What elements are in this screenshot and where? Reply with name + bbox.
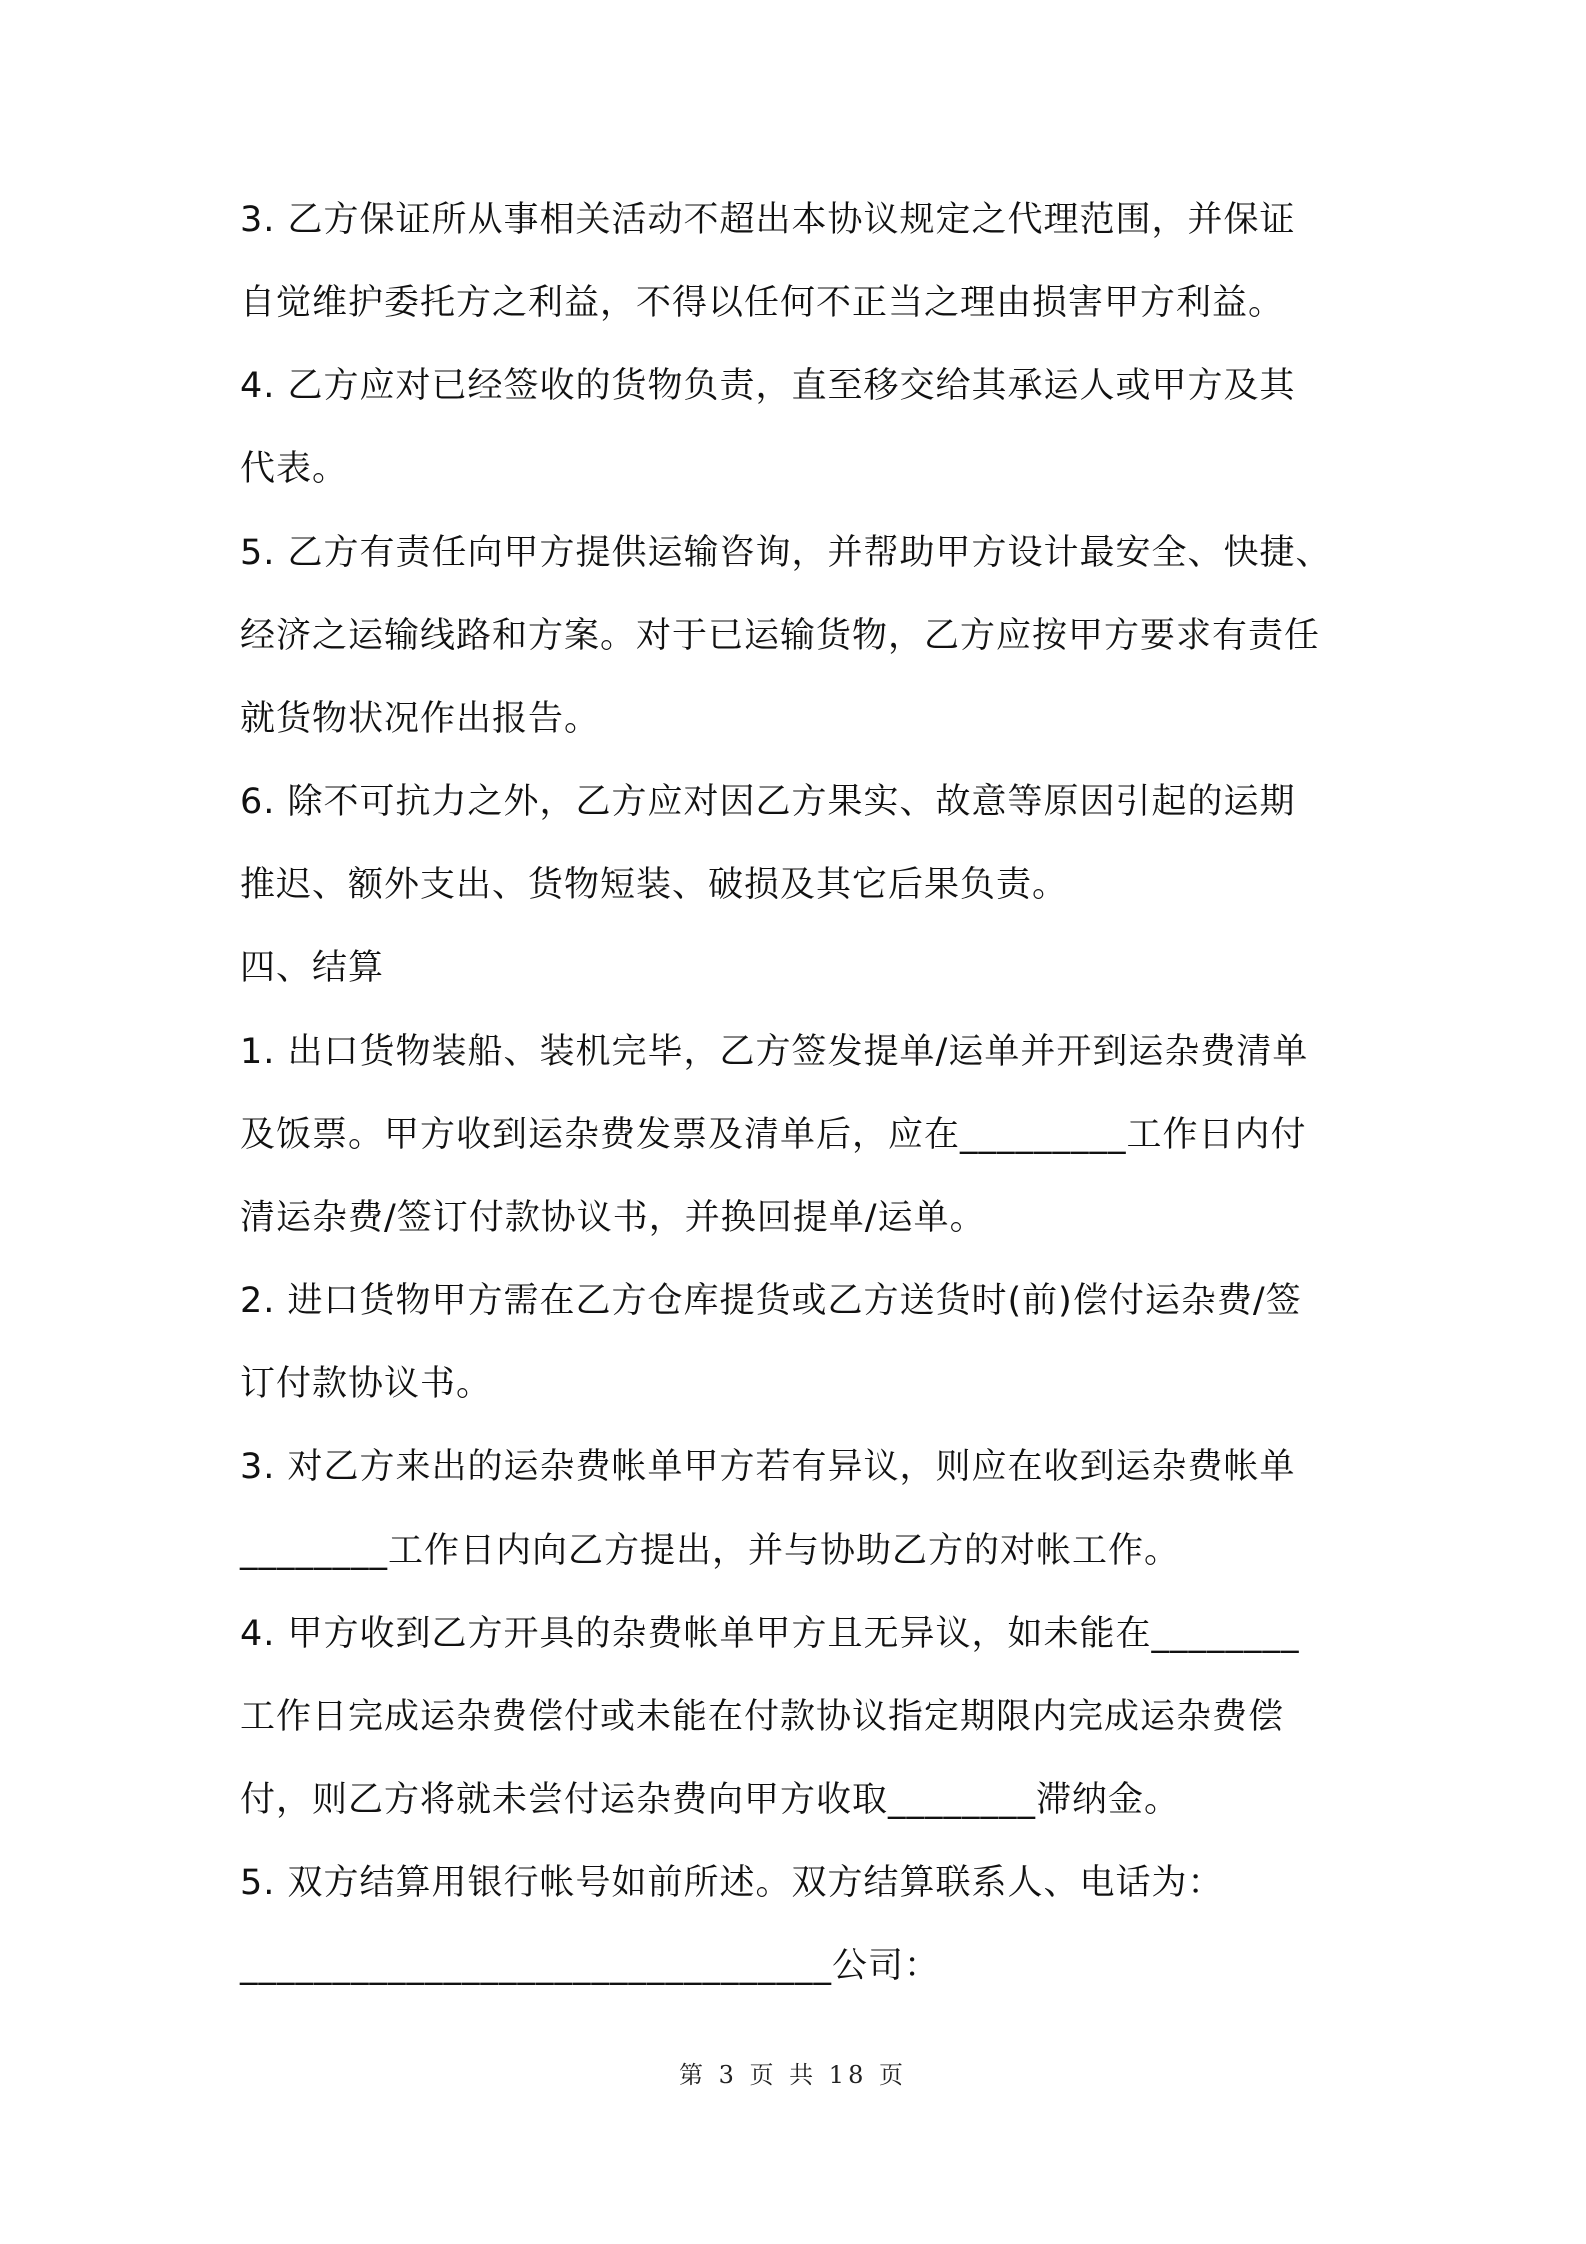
text-line: 经济之运输线路和方案。对于已运输货物，乙方应按甲方要求有责任 xyxy=(240,616,1321,656)
text-line: 清运杂费/签订付款协议书，并换回提单/运单。 xyxy=(240,1198,986,1238)
text-line: ________工作日内向乙方提出，并与协助乙方的对帐工作。 xyxy=(240,1531,1181,1571)
text-line: 及饭票。甲方收到运杂费发票及清单后，应在_________工作日内付 xyxy=(240,1115,1307,1155)
section-heading: 四、结算 xyxy=(240,948,385,988)
text-line: 代表。 xyxy=(240,449,349,489)
text-line: 4. 甲方收到乙方开具的杂费帐单甲方且无异议，如未能在________ xyxy=(240,1614,1300,1654)
page-footer: 第 3 页 共 18 页 xyxy=(679,2061,907,2089)
text-line: 5. 双方结算用银行帐号如前所述。双方结算联系人、电话为： xyxy=(240,1863,1224,1903)
text-line: 付，则乙方将就未尝付运杂费向甲方收取________滞纳金。 xyxy=(240,1780,1181,1820)
text-line: 就货物状况作出报告。 xyxy=(240,699,601,739)
text-line: 推迟、额外支出、货物短装、破损及其它后果负责。 xyxy=(240,865,1069,905)
text-line: 3. 乙方保证所从事相关活动不超出本协议规定之代理范围，并保证 xyxy=(240,200,1296,240)
text-line: 6. 除不可抗力之外，乙方应对因乙方果实、故意等原因引起的运期 xyxy=(240,782,1296,822)
text-line: 2. 进口货物甲方需在乙方仓库提货或乙方送货时(前)偿付运杂费/签 xyxy=(240,1281,1302,1321)
text-line: 订付款协议书。 xyxy=(240,1364,493,1404)
text-line: 自觉维护委托方之利益，不得以任何不正当之理由损害甲方利益。 xyxy=(240,283,1285,323)
text-line: 1. 出口货物装船、装机完毕，乙方签发提单/运单并开到运杂费清单 xyxy=(240,1032,1309,1072)
text-line: 工作日完成运杂费偿付或未能在付款协议指定期限内完成运杂费偿 xyxy=(240,1697,1285,1737)
text-line: ________________________________公司： xyxy=(240,1946,941,1986)
text-line: 4. 乙方应对已经签收的货物负责，直至移交给其承运人或甲方及其 xyxy=(240,366,1296,406)
text-line: 5. 乙方有责任向甲方提供运输咨询，并帮助甲方设计最安全、快捷、 xyxy=(240,533,1332,573)
text-line: 3. 对乙方来出的运杂费帐单甲方若有异议，则应在收到运杂费帐单 xyxy=(240,1447,1296,1487)
